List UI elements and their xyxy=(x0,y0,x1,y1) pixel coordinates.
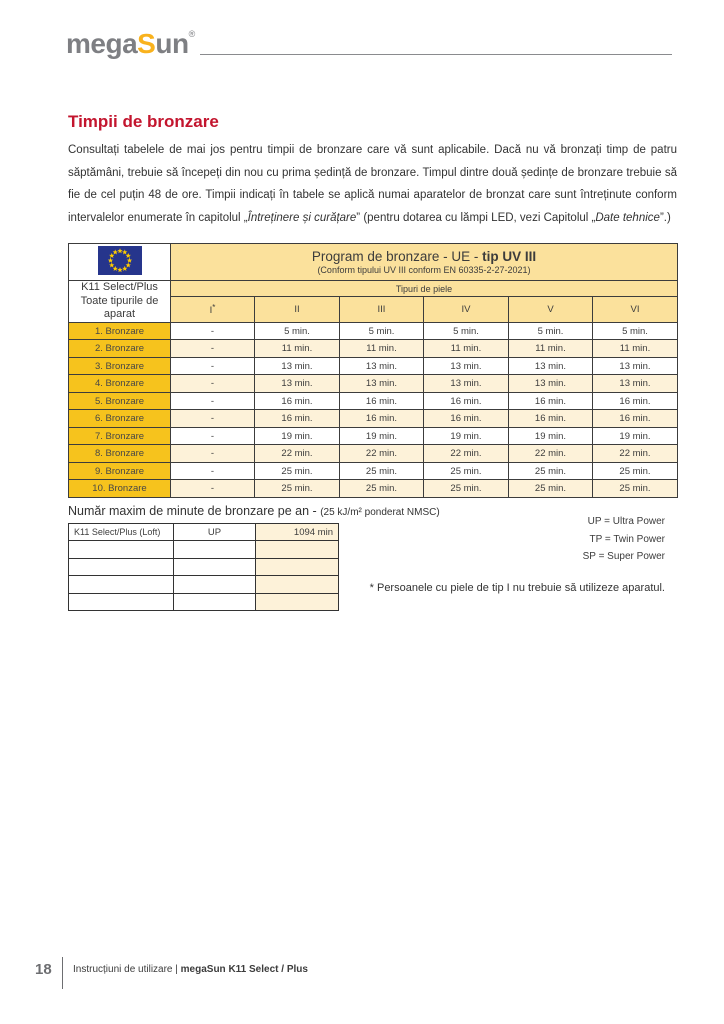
row-label: 1. Bronzare xyxy=(69,322,171,340)
annual-model-cell xyxy=(69,593,174,611)
session-time-cell: 16 min. xyxy=(255,410,340,428)
table-row xyxy=(69,392,678,410)
session-time-cell: 19 min. xyxy=(593,427,678,445)
table-row xyxy=(69,410,678,428)
page-title: Timpii de bronzare xyxy=(68,112,219,131)
session-time-cell: 22 min. xyxy=(424,445,509,463)
session-time-cell: 13 min. xyxy=(255,357,340,375)
session-time-cell: 22 min. xyxy=(593,445,678,463)
tanning-program-table xyxy=(68,243,678,498)
row-label: 5. Bronzare xyxy=(69,392,171,410)
session-time-cell: 16 min. xyxy=(340,410,424,428)
skin-type-footnote: * Persoanele cu piele de tip I nu trebuie să utilizeze aparatul. xyxy=(369,582,665,594)
page-footer xyxy=(0,955,724,995)
session-time-cell: 5 min. xyxy=(593,322,678,340)
program-title-prefix: Program de bronzare - UE - xyxy=(311,249,483,265)
session-time-cell: 19 min. xyxy=(424,427,509,445)
session-time-cell: 16 min. xyxy=(424,410,509,428)
power-legend xyxy=(583,513,665,566)
session-time-cell: 11 min. xyxy=(593,340,678,358)
annual-minutes-cell xyxy=(256,558,339,576)
annual-power-cell xyxy=(174,558,256,576)
eu-flag-cell xyxy=(69,244,171,281)
session-time-cell: 13 min. xyxy=(340,375,424,393)
session-time-cell: 25 min. xyxy=(340,480,424,498)
program-title-cell xyxy=(171,244,678,281)
session-time-cell: 13 min. xyxy=(424,357,509,375)
registered-mark: ® xyxy=(188,29,195,39)
annual-power-cell xyxy=(174,593,256,611)
intro-italic-1: Întreținere și curățare xyxy=(247,211,357,224)
session-time-cell: 16 min. xyxy=(340,392,424,410)
table-row xyxy=(69,523,339,541)
program-title xyxy=(173,249,675,264)
row-label: 6. Bronzare xyxy=(69,410,171,428)
session-time-cell: 25 min. xyxy=(424,480,509,498)
row-label: 7. Bronzare xyxy=(69,427,171,445)
footnote-asterisk: * xyxy=(212,302,216,312)
session-time-cell: 13 min. xyxy=(509,375,593,393)
session-time-cell: 25 min. xyxy=(340,462,424,480)
table-row xyxy=(69,593,339,611)
session-time-cell: 16 min. xyxy=(509,410,593,428)
session-time-cell: - xyxy=(171,445,255,463)
table-row xyxy=(69,375,678,393)
row-label: 2. Bronzare xyxy=(69,340,171,358)
annual-model-cell xyxy=(69,576,174,594)
eu-flag-icon xyxy=(98,246,142,275)
column-header-skin-type-4: IV xyxy=(424,296,509,322)
annual-minutes-cell: 1094 min xyxy=(256,523,339,541)
annual-minutes-cell xyxy=(256,541,339,559)
column-header-skin-type-6: VI xyxy=(593,296,678,322)
session-time-cell: - xyxy=(171,392,255,410)
program-title-uv-type: tip UV III xyxy=(482,249,537,265)
table-row xyxy=(69,480,678,498)
session-time-cell: 11 min. xyxy=(424,340,509,358)
session-time-cell: 13 min. xyxy=(255,375,340,393)
session-time-cell: 16 min. xyxy=(255,392,340,410)
legend-twin-power: TP = Twin Power xyxy=(589,533,665,545)
column-header-skin-type-5: V xyxy=(509,296,593,322)
row-label: 8. Bronzare xyxy=(69,445,171,463)
footer-divider xyxy=(62,957,63,989)
skin-types-header-row xyxy=(69,281,678,297)
table-row xyxy=(69,427,678,445)
session-time-cell: 25 min. xyxy=(255,462,340,480)
annual-model-cell xyxy=(69,541,174,559)
session-time-cell: 11 min. xyxy=(255,340,340,358)
session-time-cell: - xyxy=(171,322,255,340)
table-title-row xyxy=(69,244,678,281)
session-time-cell: - xyxy=(171,410,255,428)
session-time-cell: 25 min. xyxy=(593,480,678,498)
annual-power-cell xyxy=(174,541,256,559)
session-time-cell: 13 min. xyxy=(593,375,678,393)
annual-power-cell xyxy=(174,576,256,594)
footer-text-bold: megaSun K11 Select / Plus xyxy=(180,964,308,975)
session-time-cell: 19 min. xyxy=(255,427,340,445)
session-time-cell: 22 min. xyxy=(255,445,340,463)
session-time-cell: 5 min. xyxy=(255,322,340,340)
column-header-skin-type-1 xyxy=(171,296,255,322)
intro-text-1: Consultați tabelele de mai jos pentru timpii de bronzare care vă sunt aplicabile. Dacă nu vă bronzați timp de patru săptămâni, trebuie să începeți din nou cu prima ședință de bronzare. Timpul dintre două ședințe de bronzare trebuie să fie de cel puțin 48 de ore. Timpii indicați în tabele se aplică numai aparatelor de bronzat care sunt întreținute conform intervalelor enumerate în capitolul „ xyxy=(68,144,677,224)
session-time-cell: 13 min. xyxy=(424,375,509,393)
row-label: 3. Bronzare xyxy=(69,357,171,375)
annual-minutes-cell xyxy=(256,593,339,611)
session-time-cell: - xyxy=(171,357,255,375)
footer-text xyxy=(73,964,308,975)
annual-minutes-cell xyxy=(256,576,339,594)
skin-types-header: Tipuri de piele xyxy=(171,281,678,297)
annual-caption-main: Număr maxim de minute de bronzare pe an - xyxy=(68,503,321,518)
intro-text-2: ” (pentru dotarea cu lămpi LED, vezi Capitolul „ xyxy=(356,211,596,224)
table-row xyxy=(69,541,339,559)
session-time-cell: 25 min. xyxy=(255,480,340,498)
logo-accent-s: S xyxy=(137,28,156,59)
session-time-cell: - xyxy=(171,427,255,445)
annual-model-cell xyxy=(69,558,174,576)
session-time-cell: 13 min. xyxy=(340,357,424,375)
session-time-cell: - xyxy=(171,375,255,393)
footer-text-normal: Instrucțiuni de utilizare | xyxy=(73,964,181,975)
intro-paragraph xyxy=(68,139,677,229)
table-row xyxy=(69,576,339,594)
table-row xyxy=(69,340,678,358)
logo-text-mega: mega xyxy=(66,28,138,59)
session-time-cell: 13 min. xyxy=(593,357,678,375)
session-time-cell: - xyxy=(171,462,255,480)
annual-caption-detail: (25 kJ/m² ponderat NMSC) xyxy=(320,506,440,518)
session-time-cell: 5 min. xyxy=(509,322,593,340)
annual-max-table xyxy=(68,523,339,612)
session-time-cell: 25 min. xyxy=(509,462,593,480)
device-name: K11 Select/Plus xyxy=(81,281,158,294)
session-time-cell: - xyxy=(171,480,255,498)
session-time-cell: 25 min. xyxy=(593,462,678,480)
column-header-skin-type-2: II xyxy=(255,296,340,322)
session-time-cell: 19 min. xyxy=(509,427,593,445)
row-label: 4. Bronzare xyxy=(69,375,171,393)
session-time-cell: 16 min. xyxy=(593,410,678,428)
session-time-cell: 16 min. xyxy=(509,392,593,410)
session-time-cell: 22 min. xyxy=(340,445,424,463)
intro-text-3: ”.) xyxy=(659,211,671,224)
session-time-cell: 11 min. xyxy=(340,340,424,358)
table-row xyxy=(69,445,678,463)
session-time-cell: 13 min. xyxy=(509,357,593,375)
row-label: 9. Bronzare xyxy=(69,462,171,480)
session-time-cell: 11 min. xyxy=(509,340,593,358)
header xyxy=(0,0,724,58)
device-variants: Toate tipurile de aparat xyxy=(80,294,159,321)
session-time-cell: 5 min. xyxy=(340,322,424,340)
session-time-cell: - xyxy=(171,340,255,358)
session-time-cell: 25 min. xyxy=(424,462,509,480)
annual-model-cell: K11 Select/Plus (Loft) xyxy=(69,523,174,541)
header-rule xyxy=(200,54,672,55)
session-time-cell: 5 min. xyxy=(424,322,509,340)
column-header-skin-type-3: III xyxy=(340,296,424,322)
session-time-cell: 25 min. xyxy=(509,480,593,498)
table-row xyxy=(69,462,678,480)
program-subtitle: (Conform tipului UV III conform EN 60335-2-27-2021) xyxy=(317,265,531,276)
legend-super-power: SP = Super Power xyxy=(582,551,665,562)
page-number: 18 xyxy=(35,961,52,978)
megasun-logo xyxy=(66,20,195,58)
device-label-cell xyxy=(69,281,171,323)
logo-text-un: un xyxy=(155,28,189,59)
annual-power-cell: UP xyxy=(174,523,256,541)
session-time-cell: 22 min. xyxy=(509,445,593,463)
session-time-cell: 19 min. xyxy=(340,427,424,445)
row-label: 10. Bronzare xyxy=(69,480,171,498)
table-row xyxy=(69,357,678,375)
table-row xyxy=(69,322,678,340)
table-row xyxy=(69,558,339,576)
session-time-cell: 16 min. xyxy=(424,392,509,410)
session-time-cell: 16 min. xyxy=(593,392,678,410)
intro-italic-2: Date tehnice xyxy=(595,211,660,224)
legend-ultra-power: UP = Ultra Power xyxy=(587,516,665,527)
skin-type-label: I xyxy=(209,304,213,316)
